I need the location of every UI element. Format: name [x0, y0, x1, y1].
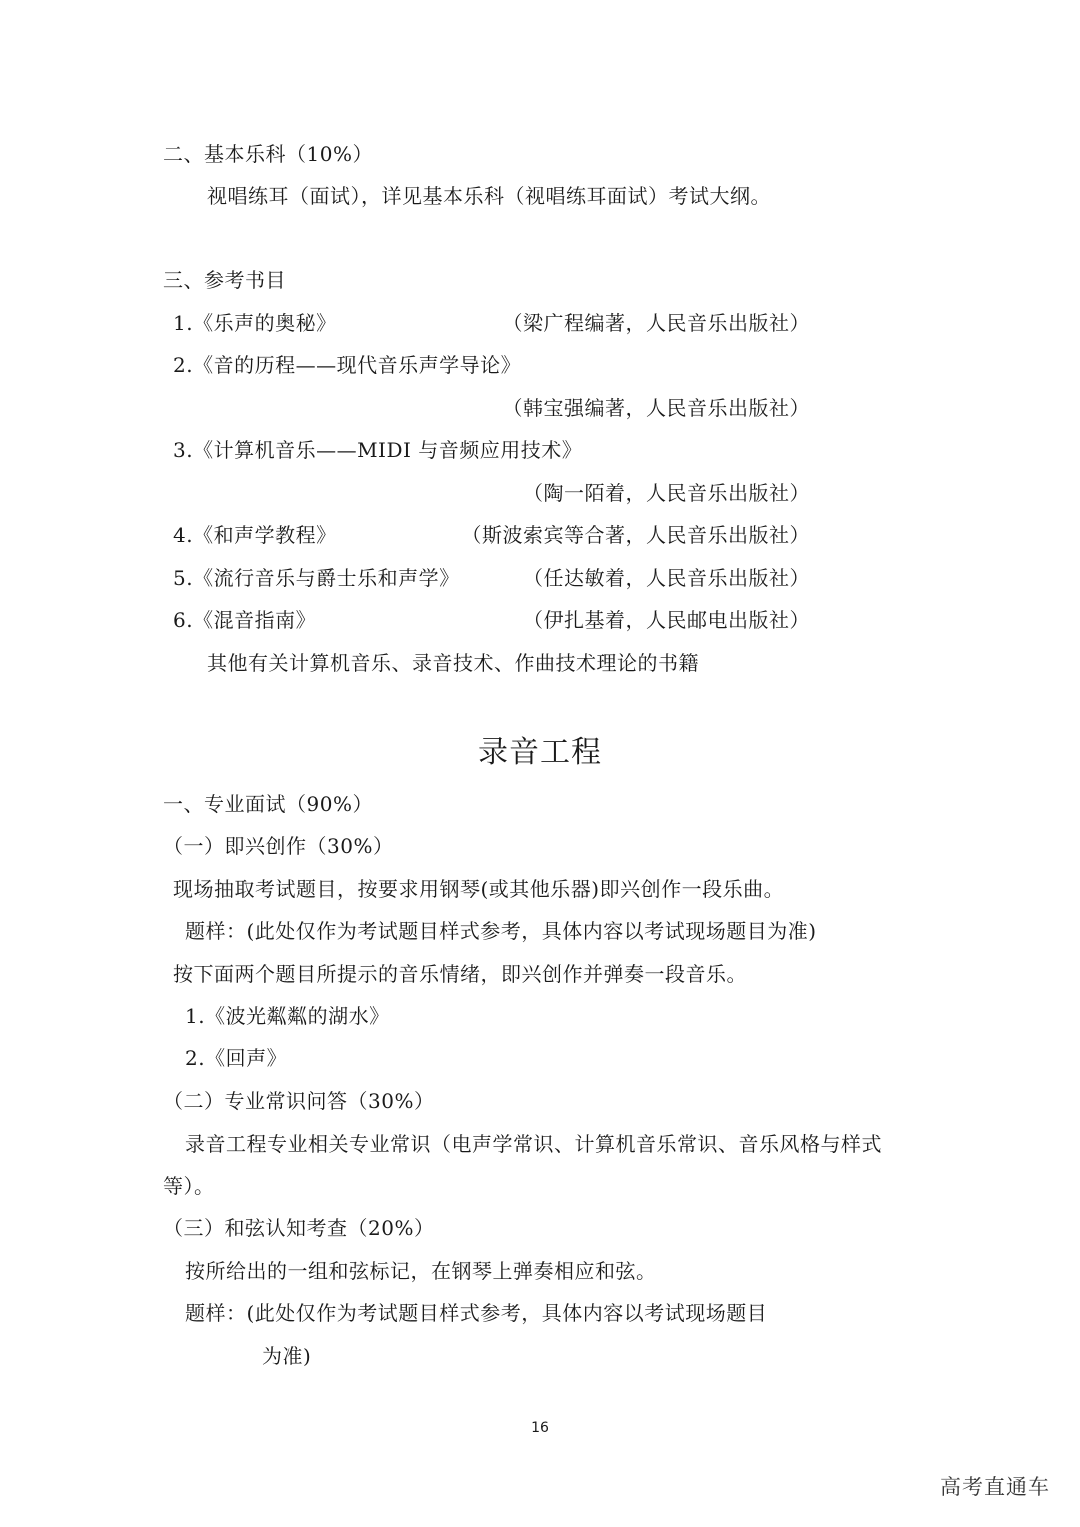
- reference-title-3: 3.《计算机音乐——MIDI 与音频应用技术》: [173, 438, 583, 462]
- qa-text-line-1: 录音工程专业相关专业常识（电声学常识、计算机音乐常识、音乐风格与样式: [185, 1132, 882, 1156]
- reference-title-1: 1.《乐声的奥秘》: [173, 311, 337, 335]
- chord-sample-line-1: 题样：(此处仅作为考试题目样式参考，具体内容以考试现场题目: [185, 1301, 768, 1325]
- recording-engineering-title: 录音工程: [478, 735, 602, 770]
- reference-publisher-1: （梁广程编著，人民音乐出版社）: [502, 311, 810, 335]
- page-number: 16: [531, 1420, 549, 1436]
- basic-music-heading: 二、基本乐科（10%）: [163, 142, 373, 166]
- watermark: 高考直通车: [940, 1475, 1050, 1499]
- improvisation-sample: 题样：(此处仅作为考试题目样式参考，具体内容以考试现场题目为准): [185, 919, 817, 943]
- professional-interview-heading: 一、专业面试（90%）: [163, 792, 373, 816]
- reference-publisher-6: （伊扎基着，人民邮电出版社）: [523, 608, 810, 632]
- reference-title-5: 5.《流行音乐与爵士乐和声学》: [173, 566, 460, 590]
- reference-publisher-3: （陶一陌着，人民音乐出版社）: [523, 481, 810, 505]
- reference-title-2: 2.《音的历程——现代音乐声学导论》: [173, 353, 522, 377]
- improvisation-item-2: 2.《回声》: [185, 1046, 288, 1070]
- reference-publisher-2: （韩宝强编著，人民音乐出版社）: [502, 396, 810, 420]
- improvisation-item-1: 1.《波光粼粼的湖水》: [185, 1004, 390, 1028]
- qa-text-line-2: 等）。: [163, 1174, 215, 1198]
- qa-heading: （二）专业常识问答（30%）: [163, 1089, 435, 1113]
- chord-text: 按所给出的一组和弦标记，在钢琴上弹奏相应和弦。: [185, 1259, 657, 1283]
- references-heading: 三、参考书目: [163, 268, 286, 292]
- chord-sample-line-2: 为准): [262, 1344, 312, 1368]
- reference-title-6: 6.《混音指南》: [173, 608, 317, 632]
- reference-publisher-4: （斯波索宾等合著，人民音乐出版社）: [461, 523, 810, 547]
- improvisation-heading: （一）即兴创作（30%）: [163, 834, 394, 858]
- reference-publisher-5: （任达敏着，人民音乐出版社）: [523, 566, 810, 590]
- basic-music-text: 视唱练耳（面试），详见基本乐科（视唱练耳面试）考试大纲。: [207, 184, 771, 208]
- reference-title-4: 4.《和声学教程》: [173, 523, 337, 547]
- improvisation-instruction: 按下面两个题目所提示的音乐情绪，即兴创作并弹奏一段音乐。: [173, 962, 747, 986]
- improvisation-text: 现场抽取考试题目，按要求用钢琴(或其他乐器)即兴创作一段乐曲。: [173, 877, 785, 901]
- references-other: 其他有关计算机音乐、录音技术、作曲技术理论的书籍: [207, 651, 699, 675]
- chord-heading: （三）和弦认知考查（20%）: [163, 1216, 435, 1240]
